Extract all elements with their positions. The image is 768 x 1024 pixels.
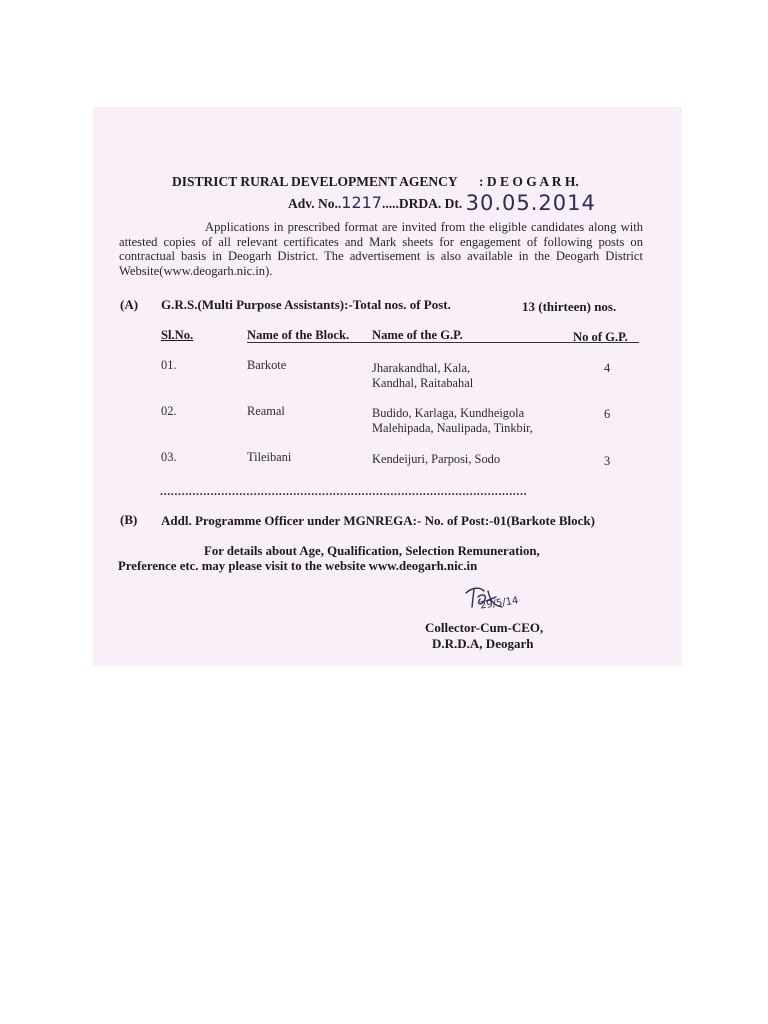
row-gp-count: 4	[604, 361, 611, 375]
signature-date: 29/5/14	[479, 595, 520, 612]
col-header-gp: Name of the G.P.	[372, 328, 463, 342]
adv-date: 30.05.2014	[465, 191, 596, 215]
col-header-block: Name of the Block.	[247, 328, 350, 342]
row-gp-line1: Kendeijuri, Parposi, Sodo	[372, 452, 501, 466]
row-gp-count: 6	[604, 407, 611, 421]
row-gp-line1: Jharakandhal, Kala,	[372, 361, 471, 375]
district-name: : D E O G A R H.	[479, 174, 579, 189]
signatory-office: D.R.D.A, Deogarh	[432, 636, 534, 651]
adv-line	[288, 189, 596, 213]
adv-number: 1217	[341, 193, 382, 212]
row-gp-line2: Kandhal, Raitabahal	[372, 376, 474, 390]
section-b-text: Addl. Programme Officer under MGNREGA:- No. of Post:-01(Barkote Block)	[161, 513, 595, 528]
section-a-title: G.R.S.(Multi Purpose Assistants):-Total nos. of Post.	[161, 297, 451, 312]
agency-title: DISTRICT RURAL DEVELOPMENT AGENCY	[172, 174, 458, 189]
section-b-marker: (B)	[120, 512, 138, 527]
adv-prefix: Adv. No..	[288, 196, 342, 211]
adv-mid: .....DRDA. Dt.	[381, 196, 463, 211]
row-gp-line1: Budido, Karlaga, Kundheigola	[372, 406, 525, 420]
row-gp-count: 3	[604, 454, 611, 468]
row-block: Barkote	[247, 358, 287, 372]
intro-paragraph	[119, 220, 643, 278]
details-note	[118, 544, 638, 574]
table-header-rule	[247, 342, 639, 343]
dotted-separator: ......................................................................................................	[160, 484, 528, 498]
section-a-marker: (A)	[120, 297, 139, 312]
intro-text: Applications in prescribed format are invited from the eligible candidates along with attested copies of all relevant certificates and Mark sheets for engagement of following posts on contractual basis in Deogarh District. The advertisement is also available in the Deogarh District Website(www.deogarh.nic.in).	[119, 220, 643, 278]
row-block: Tileibani	[247, 450, 292, 464]
row-gp-line2: Malehipada, Naulipada, Tinkbir,	[372, 421, 533, 435]
details-line1: For details about Age, Qualification, Selection Remuneration,	[204, 544, 540, 558]
section-a-count: 13 (thirteen) nos.	[522, 299, 617, 314]
signatory-title: Collector-Cum-CEO,	[425, 620, 544, 635]
row-block: Reamal	[247, 404, 285, 418]
details-line2: Preference etc. may please visit to the website www.deogarh.nic.in	[118, 559, 478, 573]
row-sl-no: 02.	[161, 404, 177, 418]
col-header-gp-count: No of G.P.	[573, 330, 628, 344]
row-sl-no: 03.	[161, 450, 177, 464]
col-header-sl-no: Sl.No.	[161, 328, 194, 342]
row-sl-no: 01.	[161, 358, 177, 372]
